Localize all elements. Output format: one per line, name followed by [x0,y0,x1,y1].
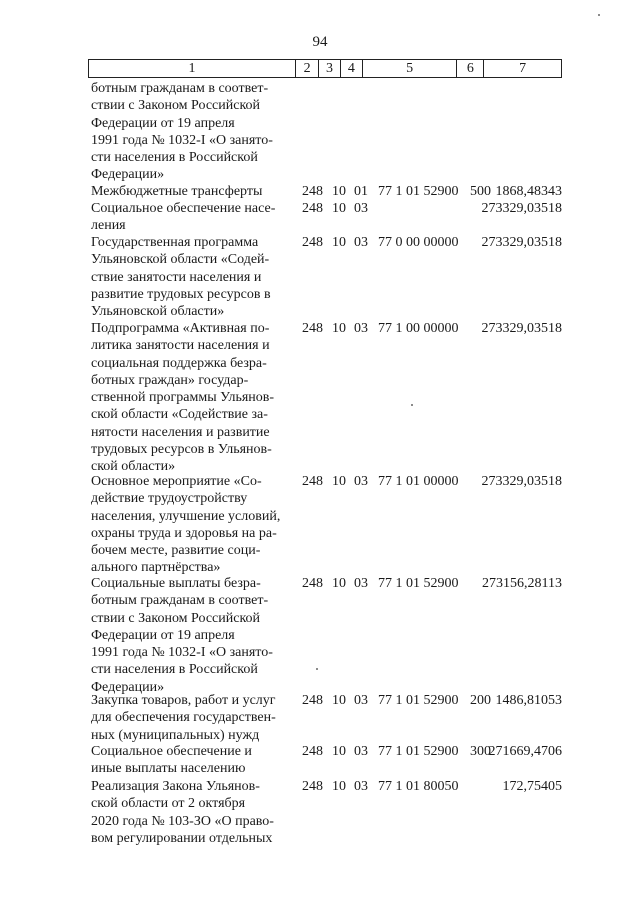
cell-amount: 273329,03518 [481,235,562,250]
row-text: Закупка товаров, работ и услуг для обеспечения государствен- ных (муниципальных) нужд [91,693,276,743]
cell-code: 248 [302,779,323,794]
cell-subsection: 01 [354,184,368,199]
cell-target: 77 1 01 52900 [378,744,459,759]
cell-code: 248 [302,693,323,708]
row-text: Реализация Закона Ульянов- ской области от 2 октября 2020 года № 103-ЗО «О право- вом регулировании отдельных [91,779,274,846]
cell-amount: 273329,03518 [481,321,562,336]
cell-type: 300 [470,744,491,759]
cell-amount: 271669,4706 [488,744,562,759]
cell-amount: 172,75405 [502,779,562,794]
cell-amount: 1486,81053 [495,693,562,708]
row-text: Социальное обеспечение и иные выплаты населению [91,744,252,777]
row-text: Межбюджетные трансферты [91,184,263,199]
cell-target: 77 1 01 52900 [378,184,459,199]
cell-target: 77 1 01 00000 [378,474,459,489]
cell-code: 248 [302,184,323,199]
cell-target: 77 1 01 52900 [378,693,459,708]
cell-code: 248 [302,235,323,250]
cell-section: 10 [332,779,346,794]
header-col-1: 1 [89,60,296,77]
scan-speck [316,668,318,670]
cell-subsection: 03 [354,744,368,759]
cell-section: 10 [332,693,346,708]
cell-amount: 273329,03518 [481,201,562,216]
cell-code: 248 [302,744,323,759]
cell-section: 10 [332,201,346,216]
cell-subsection: 03 [354,576,368,591]
table-header [88,59,562,78]
cell-code: 248 [302,321,323,336]
cell-target: 77 1 01 80050 [378,779,459,794]
cell-type: 500 [470,184,491,199]
cell-subsection: 03 [354,474,368,489]
row-text: Государственная программа Ульяновской области «Содей- ствие занятости населения и развитие трудовых ресурсов в Ульяновской области» [91,235,271,320]
cell-type: 200 [470,693,491,708]
row-text: Подпрограмма «Активная по- литика занятости населения и социальная поддержка безра- ботных граждан» государ- ственной программы Ульянов- ской области «Содействие за- нятости населения и развитие трудовых ресурсов в Ульянов- ской области» [91,321,275,475]
cell-code: 248 [302,201,323,216]
cell-section: 10 [332,474,346,489]
cell-code: 248 [302,474,323,489]
header-col-5: 5 [363,60,458,77]
cell-amount: 1868,48343 [495,184,562,199]
cell-subsection: 03 [354,201,368,216]
cell-section: 10 [332,321,346,336]
header-col-7: 7 [519,61,527,76]
row-text: Основное мероприятие «Со- действие трудоустройству населения, улучшение условий, охраны труда и здоровья на ра- бочем месте, развитие соци- ального партнёрства» [91,474,281,576]
cell-amount: 273156,28113 [482,576,562,591]
cell-target: 77 0 00 00000 [378,235,459,250]
cell-code: 248 [302,576,323,591]
cell-subsection: 03 [354,235,368,250]
cell-section: 10 [332,576,346,591]
cell-section: 10 [332,744,346,759]
cell-subsection: 03 [354,321,368,336]
row-text: ботным гражданам в соответ- ствии с Законом Российской Федерации от 19 апреля 1991 года № 1032-I «О занято- сти населения в Российской Федерации» [91,81,273,183]
row-text: Социальные выплаты безра- ботным гражданам в соответ- ствии с Законом Российской Федерации от 19 апреля 1991 года № 1032-I «О занято- сти населения в Российской Федерации» [91,576,273,695]
cell-section: 10 [332,184,346,199]
header-col-2: 2 [296,60,319,77]
header-col-3: 3 [319,60,341,77]
cell-subsection: 03 [354,693,368,708]
cell-subsection: 03 [354,779,368,794]
header-col-6: 6 [457,60,484,77]
cell-amount: 273329,03518 [481,474,562,489]
cell-section: 10 [332,235,346,250]
scan-speck [598,14,600,16]
page-number: 94 [312,34,328,50]
header-col-4: 4 [341,60,363,77]
row-text: Социальное обеспечение насе- ления [91,201,276,234]
scan-speck [411,404,413,406]
cell-target: 77 1 01 52900 [378,576,459,591]
cell-target: 77 1 00 00000 [378,321,459,336]
